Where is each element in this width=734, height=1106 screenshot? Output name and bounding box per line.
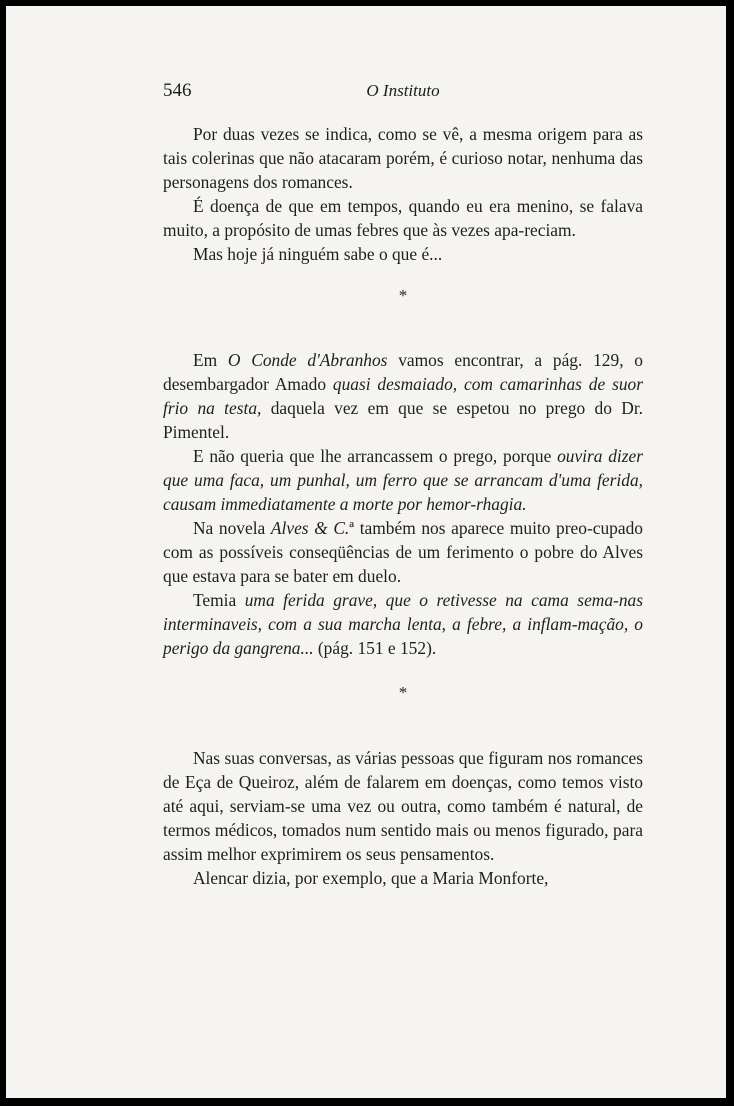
- text-run: (pág. 151 e 152).: [313, 638, 437, 658]
- paragraph: [163, 444, 643, 516]
- text-run: vamos encontrar, a pág. 129, o desembargador Amado: [163, 350, 643, 394]
- text-run: E não queria que lhe arrancassem o prego, porque: [193, 446, 558, 466]
- text-run: ª também nos aparece muito preo-cupado com as possíveis conseqüências de um ferimento o pobre do Alves que estava para se bater em duelo.: [163, 518, 643, 586]
- paragraph: Alencar dizia, por exemplo, que a Maria Monforte,: [193, 868, 549, 888]
- body-text: [163, 122, 643, 890]
- paragraph: Por duas vezes se indica, como se vê, a mesma origem para as tais colerinas que não atacaram porém, é curioso notar, nenhuma das personagens dos romances.: [163, 124, 643, 192]
- paragraph: Nas suas conversas, as várias pessoas que figuram nos romances de Eça de Queiroz, além de falarem em doenças, como temos visto até aqui, serviam-se uma vez ou outra, como também é natural, de termos médicos, tomados num sentido mais ou menos figurado, para assim melhor exprimirem os seus pensamentos.: [163, 748, 643, 864]
- paragraph: [163, 348, 643, 444]
- italic-text: O Conde d'Abranhos: [227, 350, 388, 370]
- running-head: O Instituto: [366, 81, 440, 100]
- italic-text: quasi desmaiado, com camarinhas de suor frio na testa,: [163, 374, 643, 418]
- text-run: Em: [193, 350, 228, 370]
- paragraph: [163, 516, 643, 588]
- page-number: 546: [163, 80, 192, 101]
- italic-text: Alves & C.: [270, 518, 350, 538]
- section-separator: *: [398, 286, 408, 305]
- text-run: Temia: [193, 590, 245, 610]
- italic-text: uma ferida grave, que o retivesse na cama sema-nas interminaveis, com a sua marcha lenta, a febre, a inflam-mação, o perigo da gangrena...: [163, 590, 643, 658]
- book-page: [6, 6, 726, 1098]
- text-run: Na novela: [193, 518, 271, 538]
- italic-text: ouvira dizer que uma faca, um punhal, um ferro que se arrancam d'uma ferida, causam immediatamente a morte por hemor-rhagia.: [163, 446, 643, 514]
- paragraph: Mas hoje já ninguém sabe o que é...: [193, 244, 443, 264]
- paragraph: [163, 588, 643, 660]
- page-header: [163, 80, 643, 104]
- section-separator: *: [398, 683, 408, 702]
- paragraph: É doença de que em tempos, quando eu era menino, se falava muito, a propósito de umas febres que às vezes apa-reciam.: [163, 196, 643, 240]
- text-run: daquela vez em que se espetou no prego do Dr. Pimentel.: [163, 398, 644, 442]
